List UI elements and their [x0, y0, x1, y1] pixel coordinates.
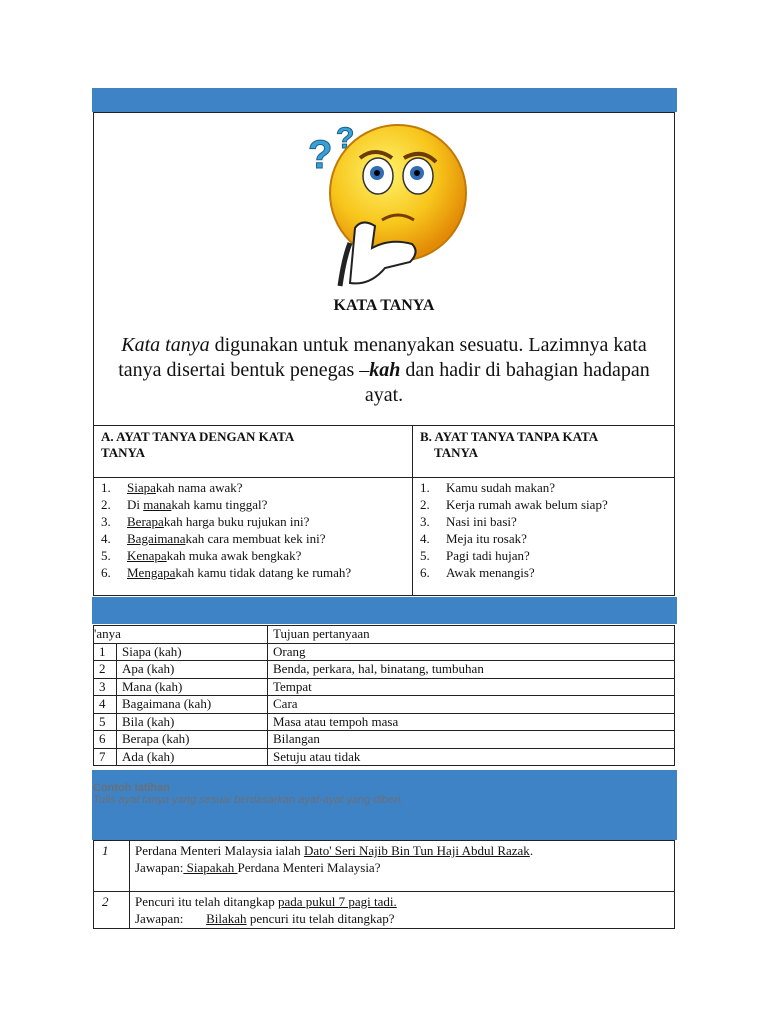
row-number: 3: [94, 678, 117, 696]
purpose-cell: Masa atau tempoh masa: [268, 713, 675, 731]
page-title: KATA TANYA: [333, 297, 435, 314]
purpose-cell: Cara: [268, 696, 675, 714]
exercise-sentence: [135, 893, 669, 910]
answer-label: Jawapan:: [135, 911, 207, 926]
item-rest: kah muka awak bengkak?: [166, 548, 302, 563]
item-rest: kah kamu tidak datang ke rumah?: [175, 565, 352, 580]
section-a-heading-line2: TANYA: [101, 445, 146, 460]
purpose-cell: Orang: [268, 643, 675, 661]
intro-text-2: dan hadir di bahagian hadapan ayat.: [364, 359, 650, 406]
answer-label: Jawapan:: [135, 860, 184, 875]
list-item: [101, 547, 351, 564]
exercise-answer: [135, 859, 669, 876]
item-text: Pagi tadi hujan?: [446, 548, 530, 563]
item-rest: kah kamu tinggal?: [171, 497, 268, 512]
item-text: [127, 547, 301, 564]
question-word: Siapa: [127, 480, 156, 495]
exercise-content: [130, 892, 675, 929]
row-number: 4: [94, 696, 117, 714]
question-word: Bagaimana: [127, 531, 186, 546]
row-number: 1: [94, 643, 117, 661]
question-word-cell: Bagaimana (kah): [117, 696, 268, 714]
item-number: 6.: [420, 565, 430, 580]
item-number: 2.: [420, 497, 430, 512]
question-word: Kenapa: [127, 548, 167, 563]
row-number: 2: [94, 661, 117, 679]
row-number: 7: [94, 748, 117, 766]
exercise-row: [94, 841, 675, 892]
list-item: [420, 547, 608, 564]
exercise-sentence: [135, 842, 669, 859]
list-item: [101, 530, 351, 547]
intro-paragraph: [98, 333, 670, 408]
item-number: 2.: [101, 497, 111, 512]
table-header-row: [94, 626, 675, 644]
sentence-underlined: Dato' Seri Najib Bin Tun Haji Abdul Razak: [303, 843, 530, 858]
item-text: [127, 530, 326, 547]
item-text: Nasi ini basi?: [446, 514, 517, 529]
svg-text:?: ?: [308, 133, 333, 177]
answer-question-word: Bilakah: [206, 911, 247, 926]
header-bar-middle: [92, 597, 677, 624]
sentence-underlined: pada pukul 7 pagi tadi.: [277, 894, 397, 909]
exercise-table: [93, 840, 675, 929]
item-number: 4.: [420, 531, 430, 546]
item-number: 5.: [420, 548, 430, 563]
question-word-cell: Siapa (kah): [117, 643, 268, 661]
intro-bold: kah: [369, 359, 401, 381]
question-word-cell: Mana (kah): [117, 678, 268, 696]
item-rest: kah cara membuat kek ini?: [185, 531, 326, 546]
row-number: 5: [94, 713, 117, 731]
purpose-cell: Benda, perkara, hal, binatang, tumbuhan: [268, 661, 675, 679]
question-word-cell: Ada (kah): [117, 748, 268, 766]
item-number: 1.: [420, 480, 430, 495]
item-prefix: Di: [127, 497, 144, 512]
answer-text: Perdana Menteri Malaysia?: [237, 860, 381, 875]
table-row: [94, 643, 675, 661]
list-item: [420, 564, 608, 581]
intro-text-1: digunakan untuk menanyakan sesuatu. Lazimnya kata tanya disertai bentuk penegas –: [118, 334, 647, 381]
question-word: mana: [143, 497, 172, 512]
section-a-heading-line1: A. AYAT TANYA DENGAN KATA: [101, 429, 295, 444]
exercise-row: [94, 892, 675, 929]
table-row: [94, 661, 675, 679]
item-text: Awak menangis?: [446, 565, 535, 580]
table-row: [94, 748, 675, 766]
item-text: Kerja rumah awak belum siap?: [446, 497, 608, 512]
item-number: 1.: [101, 480, 111, 495]
item-text: Kamu sudah makan?: [446, 480, 556, 495]
item-rest: kah nama awak?: [155, 480, 243, 495]
item-number: 3.: [101, 514, 111, 529]
item-number: 4.: [101, 531, 111, 546]
item-text: [127, 479, 243, 496]
purpose-cell: Setuju atau tidak: [268, 748, 675, 766]
section-b-heading-line2: TANYA: [434, 445, 479, 460]
list-item: [101, 564, 351, 581]
section-a-list: [101, 479, 351, 581]
list-item: [101, 496, 351, 513]
item-rest: kah harga buku rujukan ini?: [163, 514, 310, 529]
item-number: 3.: [420, 514, 430, 529]
item-text: [127, 513, 309, 530]
exercise-content: [130, 841, 675, 892]
item-text: Meja itu rosak?: [446, 531, 527, 546]
table-row: [94, 713, 675, 731]
section-b-heading: [420, 429, 670, 461]
item-text: [127, 564, 351, 581]
table-header-word: 'anya: [94, 626, 268, 644]
list-item: [420, 496, 608, 513]
thinking-face-icon: [300, 118, 475, 288]
list-item: [101, 479, 351, 496]
intro-italic: Kata tanya: [121, 334, 210, 356]
question-word-cell: Bila (kah): [117, 713, 268, 731]
question-word-cell: Apa (kah): [117, 661, 268, 679]
exercise-heading: Contoh latihan: [93, 782, 170, 794]
purpose-cell: Tempat: [268, 678, 675, 696]
section-b-heading-line1: B. AYAT TANYA TANPA KATA: [420, 429, 599, 444]
exercise-number: 1: [94, 841, 130, 892]
list-item: [101, 513, 351, 530]
list-item: [420, 513, 608, 530]
answer-text: pencuri itu telah ditangkap?: [246, 911, 395, 926]
section-b-list: [420, 479, 608, 581]
question-types-grid: [93, 425, 675, 596]
sentence-end: .: [529, 843, 534, 858]
list-item: [420, 530, 608, 547]
question-word: Berapa: [127, 514, 164, 529]
question-word-cell: Berapa (kah): [117, 731, 268, 749]
question-word: Mengapa: [127, 565, 176, 580]
row-number: 6: [94, 731, 117, 749]
exercise-instructions: [93, 782, 403, 806]
section-a-heading: [101, 429, 401, 461]
sentence-text: Perdana Menteri Malaysia ialah: [135, 843, 304, 858]
item-text: [127, 496, 267, 513]
purpose-cell: Bilangan: [268, 731, 675, 749]
exercise-number: 2: [94, 892, 130, 929]
svg-text:?: ?: [336, 122, 355, 155]
table-row: [94, 731, 675, 749]
table-row: [94, 696, 675, 714]
exercise-answer: [135, 910, 669, 927]
table-row: [94, 678, 675, 696]
table-header-purpose: Tujuan pertanyaan: [268, 626, 675, 644]
answer-question-word: Siapakah: [183, 860, 238, 875]
list-item: [420, 479, 608, 496]
sentence-text: Pencuri itu telah ditangkap: [135, 894, 278, 909]
header-bar-top: [92, 88, 677, 112]
question-word-table: [93, 625, 675, 766]
item-number: 5.: [101, 548, 111, 563]
exercise-instruction: Tulis ayat tanya yang sesuai berdasarkan ayat-ayat yang diberi.: [93, 794, 404, 806]
item-number: 6.: [101, 565, 111, 580]
